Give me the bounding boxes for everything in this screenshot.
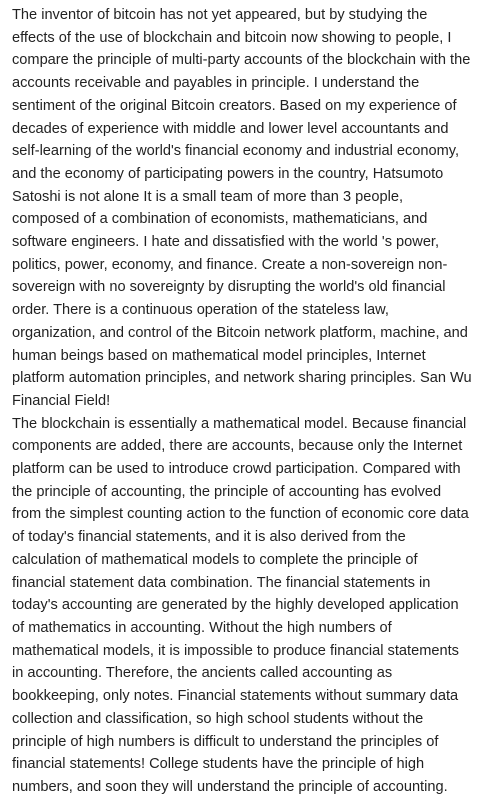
article-paragraph: The inventor of bitcoin has not yet appeared, but by studying the effects of the use of blockchain and bitcoin now showing to people, I compare the principle of multi-party accounts of the blockchain with the accounts receivable and payables in principle. I understand the sentiment of the original Bitcoin creators. Based on my experience of decades of experience with middle and lower level accountants and self-learning of the world's financial economy and industrial economy, and the economy of participating powers in the country, Hatsumoto Satoshi is not alone It is a small team of more than 3 people, composed of a combination of economists, mathematicians, and software engineers. I hate and dissatisfied with the world 's power, politics, power, economy, and finance. Create a non-sovereign non-sovereign with no sovereignty by disrupting the world's old financial order. There is a continuous operation of the stateless law, organization, and control of the Bitcoin network platform, machine, and human beings based on mathematical model principles, Internet platform automation principles, and network sharing principles. San Wu Financial Field!	[12, 7, 472, 409]
article-paragraph: The blockchain is essentially a mathematical model. Because financial components are added, there are accounts, because only the Internet platform can be used to introduce crowd participation. Compared with the principle of accounting, the principle of accounting has evolved from the simplest counting action to the function of economic core data of today's financial statements, and it is also derived from the calculation of mathematical models to complete the principle of financial statement data combination. The financial statements in today's accounting are generated by the highly developed application of mathematics in accounting. Without the high numbers of mathematical models, it is impossible to produce financial statements in accounting. Therefore, the ancients called accounting as bookkeeping, only notes. Financial statements without summary data collection and classification, so high school students without the principle of high numbers is difficult to understand the principles of financial statements! College students have the principle of high numbers, and soon they will understand the principle of accounting.	[12, 415, 469, 795]
